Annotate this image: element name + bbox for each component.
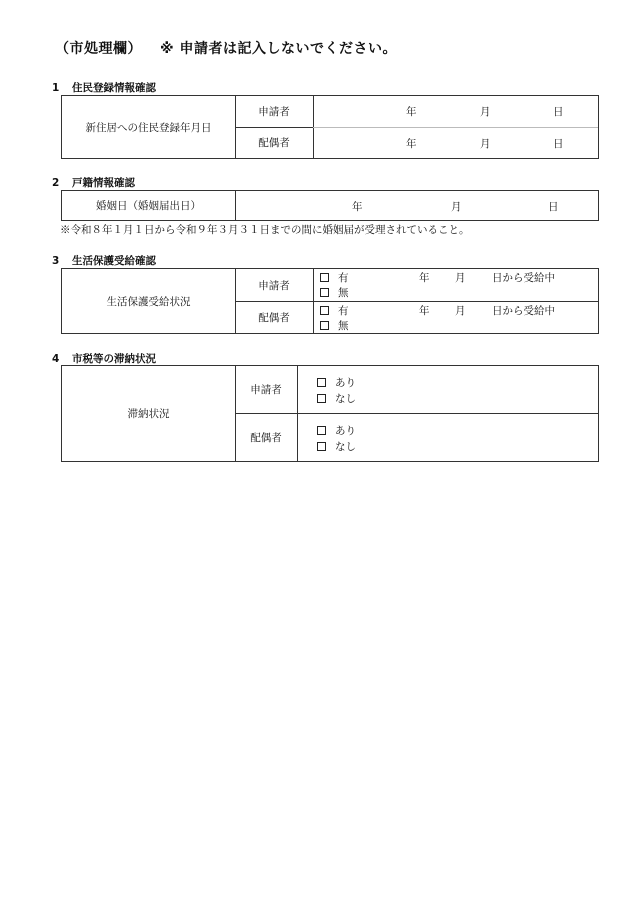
welfare-applicant-yes[interactable]: 有 bbox=[320, 270, 349, 285]
welfare-applicant-month: 月 bbox=[455, 272, 466, 284]
residence-spouse-month: 月 bbox=[480, 138, 491, 150]
section4-number: 4 bbox=[52, 353, 60, 365]
section4-heading bbox=[52, 351, 156, 366]
welfare-spouse-no[interactable]: 無 bbox=[320, 318, 349, 333]
marriage-table bbox=[61, 190, 599, 221]
tax-applicant-yes[interactable]: あり bbox=[317, 375, 356, 390]
residence-applicant-year: 年 bbox=[406, 106, 417, 118]
section3-title: 生活保護受給確認 bbox=[72, 255, 156, 267]
tax-row-label: 滞納状況 bbox=[127, 408, 170, 420]
section3-number: 3 bbox=[52, 255, 60, 267]
section2-number: 2 bbox=[52, 177, 60, 189]
section3-heading bbox=[52, 253, 156, 268]
residence-applicant-label: 申請者 bbox=[258, 106, 290, 118]
welfare-applicant-label: 申請者 bbox=[258, 279, 290, 292]
welfare-spouse-from: 日から受給中 bbox=[492, 305, 555, 317]
section2-title: 戸籍情報確認 bbox=[72, 177, 135, 189]
welfare-applicant-no[interactable]: 無 bbox=[320, 285, 349, 300]
checkbox-icon bbox=[317, 394, 326, 403]
marriage-day: 日 bbox=[548, 201, 559, 213]
welfare-spouse-label: 配偶者 bbox=[258, 311, 290, 324]
checkbox-icon bbox=[320, 321, 329, 330]
header-label: （市処理欄） bbox=[55, 41, 142, 57]
marriage-year: 年 bbox=[352, 201, 363, 213]
tax-applicant-no[interactable]: なし bbox=[317, 391, 356, 406]
section1-number: 1 bbox=[52, 82, 60, 94]
residence-row-label: 新住居への住民登録年月日 bbox=[85, 121, 212, 134]
section1-heading bbox=[52, 80, 156, 95]
residence-applicant-month: 月 bbox=[480, 106, 491, 118]
header-note: ※ 申請者は記入しないでください。 bbox=[160, 41, 397, 57]
marriage-footnote: ※令和８年１月１日から令和９年３月３１日までの間に婚姻届が受理されていること。 bbox=[60, 224, 470, 236]
checkbox-icon bbox=[320, 288, 329, 297]
residence-table bbox=[61, 95, 599, 159]
checkbox-icon bbox=[317, 442, 326, 451]
tax-spouse-no[interactable]: なし bbox=[317, 439, 356, 454]
page-title bbox=[55, 38, 397, 58]
welfare-applicant-year: 年 bbox=[419, 272, 430, 284]
welfare-row-label: 生活保護受給状況 bbox=[106, 295, 191, 308]
residence-applicant-day: 日 bbox=[553, 106, 564, 118]
residence-spouse-day: 日 bbox=[553, 138, 564, 150]
welfare-spouse-month: 月 bbox=[455, 305, 466, 317]
section4-title: 市税等の滞納状況 bbox=[72, 353, 156, 365]
marriage-row-label: 婚姻日（婚姻届出日） bbox=[96, 200, 201, 212]
tax-spouse-yes[interactable]: あり bbox=[317, 423, 356, 438]
welfare-spouse-year: 年 bbox=[419, 305, 430, 317]
checkbox-icon bbox=[317, 378, 326, 387]
residence-spouse-year: 年 bbox=[406, 138, 417, 150]
section2-heading bbox=[52, 175, 135, 190]
welfare-table bbox=[61, 268, 599, 334]
section1-title: 住民登録情報確認 bbox=[72, 82, 156, 94]
welfare-spouse-yes[interactable]: 有 bbox=[320, 303, 349, 318]
checkbox-icon bbox=[317, 426, 326, 435]
checkbox-icon bbox=[320, 273, 329, 282]
welfare-applicant-from: 日から受給中 bbox=[492, 272, 555, 284]
checkbox-icon bbox=[320, 306, 329, 315]
marriage-month: 月 bbox=[451, 201, 462, 213]
tax-spouse-label: 配偶者 bbox=[250, 431, 282, 444]
tax-arrears-table bbox=[61, 365, 599, 462]
residence-spouse-label: 配偶者 bbox=[258, 137, 290, 149]
tax-applicant-label: 申請者 bbox=[250, 384, 282, 396]
